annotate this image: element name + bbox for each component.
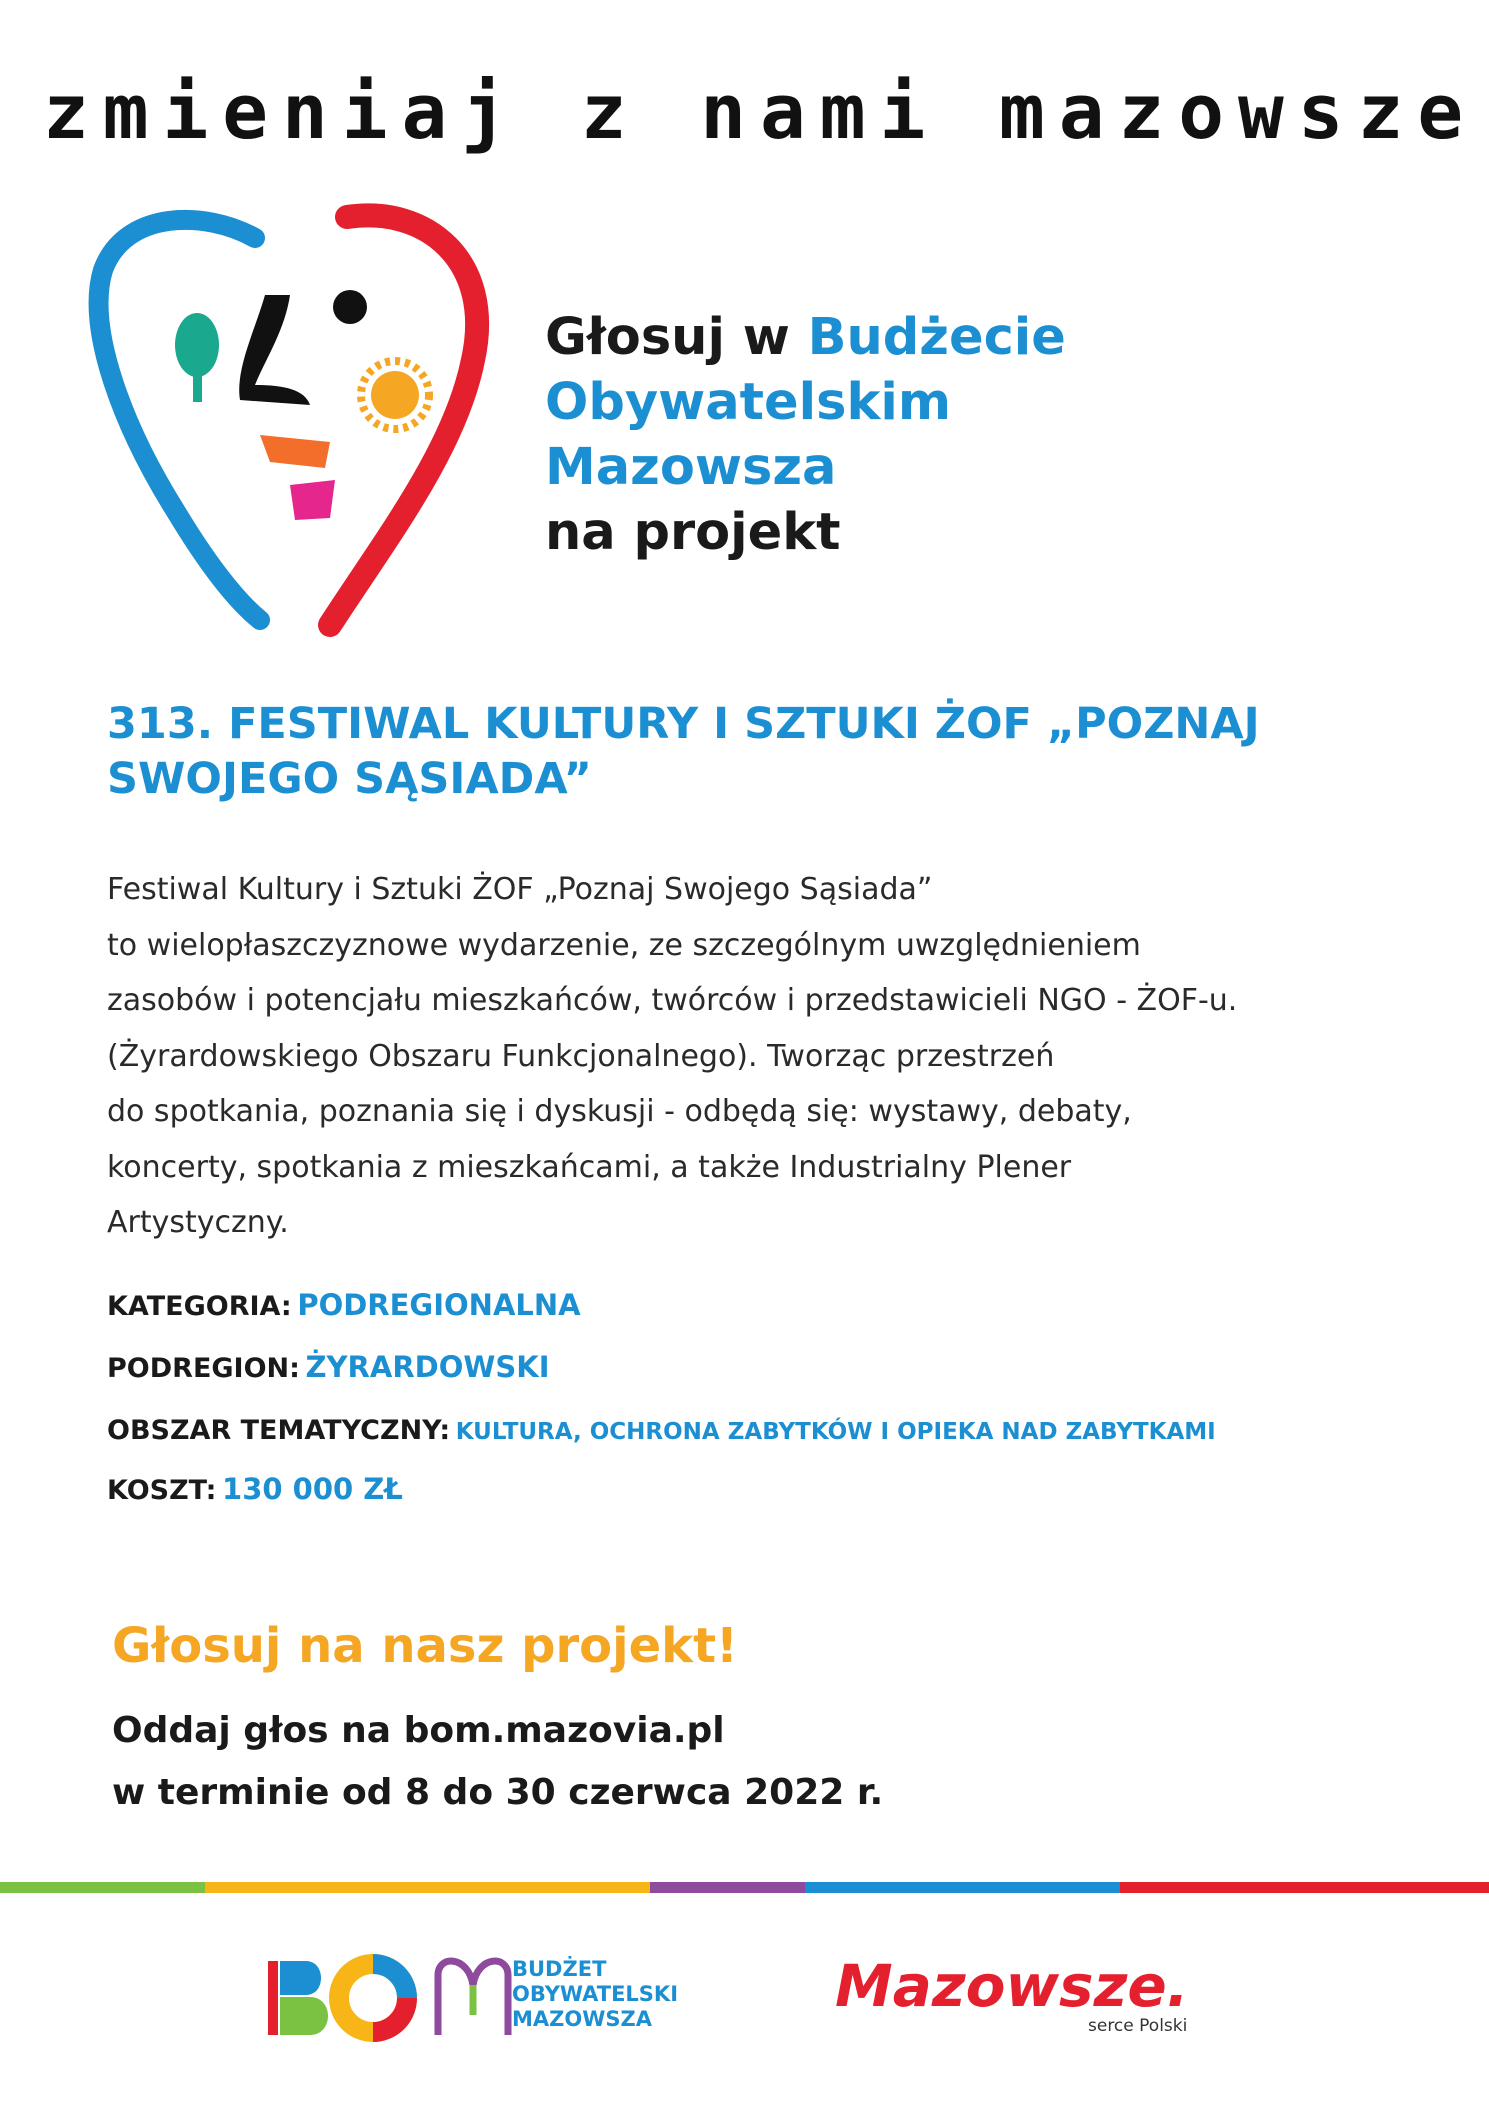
nose-shape [239, 295, 310, 405]
hero-line2: Obywatelskim [545, 373, 951, 432]
hero-line1-blue: Budżecie [807, 308, 1066, 367]
color-stripe [0, 1882, 1489, 1893]
cta-text [112, 1700, 883, 1824]
meta-label: KOSZT: [107, 1475, 217, 1506]
meta-label: OBSZAR TEMATYCZNY: [107, 1415, 451, 1446]
bom-letter-m [438, 1961, 508, 2035]
description-line: do spotkania, poznania się i dyskusji - odbędą się: wystawy, debaty, [107, 1094, 1132, 1129]
hero-headline [545, 305, 1066, 565]
meta-value: KULTURA, OCHRONA ZABYTKÓW I OPIEKA NAD ZABYTKAMI [455, 1419, 1216, 1445]
mazowsze-subtitle: serce Polski [1088, 2016, 1188, 2036]
mazowsze-logo [835, 1952, 1235, 2022]
meta-subregion [107, 1350, 550, 1384]
slogan-lettering [42, 67, 1478, 160]
stripe-purple [650, 1882, 805, 1893]
heart-blue-stroke [99, 220, 260, 620]
meta-value: PODREGIONALNA [297, 1288, 581, 1322]
eye-dot [333, 290, 367, 324]
meta-label: KATEGORIA: [107, 1291, 292, 1322]
heart-face-logo [85, 200, 505, 650]
bom-text-line: OBYWATELSKI [512, 1982, 679, 2006]
meta-value: 130 000 ZŁ [222, 1472, 403, 1506]
meta-category [107, 1288, 581, 1322]
sun-icon [361, 361, 429, 429]
meta-value: ŻYRARDOWSKI [305, 1350, 550, 1384]
meta-theme [107, 1415, 1216, 1446]
description-line: Artystyczny. [107, 1205, 289, 1240]
heart-red-stroke [330, 215, 477, 625]
bom-letter-o [339, 1964, 407, 2032]
stripe-blue [805, 1882, 1120, 1893]
cta-title: Głosuj na nasz projekt! [112, 1618, 738, 1674]
description-line: koncerty, spotkania z mieszkańcami, a także Industrialny Plener [107, 1149, 1072, 1185]
meta-label: PODREGION: [107, 1353, 300, 1384]
slogan-text: zmieniaj z nami mazowsze [42, 67, 1478, 156]
hero-line4: na projekt [545, 503, 841, 562]
description-line: Festiwal Kultury i Sztuki ŻOF „Poznaj Swojego Sąsiada” [107, 872, 933, 907]
mouth-orange [260, 435, 330, 468]
description-line: (Żyrardowskiego Obszaru Funkcjonalnego). Tworząc przestrzeń [107, 1038, 1055, 1074]
project-description [107, 862, 1407, 1251]
cta-line1: Oddaj głos na bom.mazovia.pl [112, 1710, 725, 1751]
bom-letter-b [268, 1961, 328, 2035]
mouth-pink [290, 480, 335, 520]
bom-text-line: BUDŻET [512, 1957, 607, 1981]
cta-line2: w terminie od 8 do 30 czerwca 2022 r. [112, 1772, 884, 1813]
stripe-red [1120, 1882, 1489, 1893]
project-title: 313. FESTIWAL KULTURY I SZTUKI ŻOF „POZNAJ SWOJEGO SĄSIADA” [107, 699, 1260, 804]
hero-line3: Mazowsza [545, 438, 837, 497]
tree-icon [175, 313, 219, 402]
description-line: to wielopłaszczyznowe wydarzenie, ze szczególnym uwzględnieniem [107, 927, 1141, 963]
stripe-green [0, 1882, 205, 1893]
bom-text-line: MAZOWSZA [512, 2007, 652, 2031]
description-line: zasobów i potencjału mieszkańców, twórców i przedstawicieli NGO - ŻOF-u. [107, 983, 1238, 1018]
mazowsze-wordmark: Mazowsze. [835, 1952, 1189, 2020]
hero-line1-black: Głosuj w [545, 308, 808, 367]
bom-text [512, 1957, 678, 2032]
meta-cost [107, 1472, 403, 1506]
stripe-yellow [205, 1882, 650, 1893]
